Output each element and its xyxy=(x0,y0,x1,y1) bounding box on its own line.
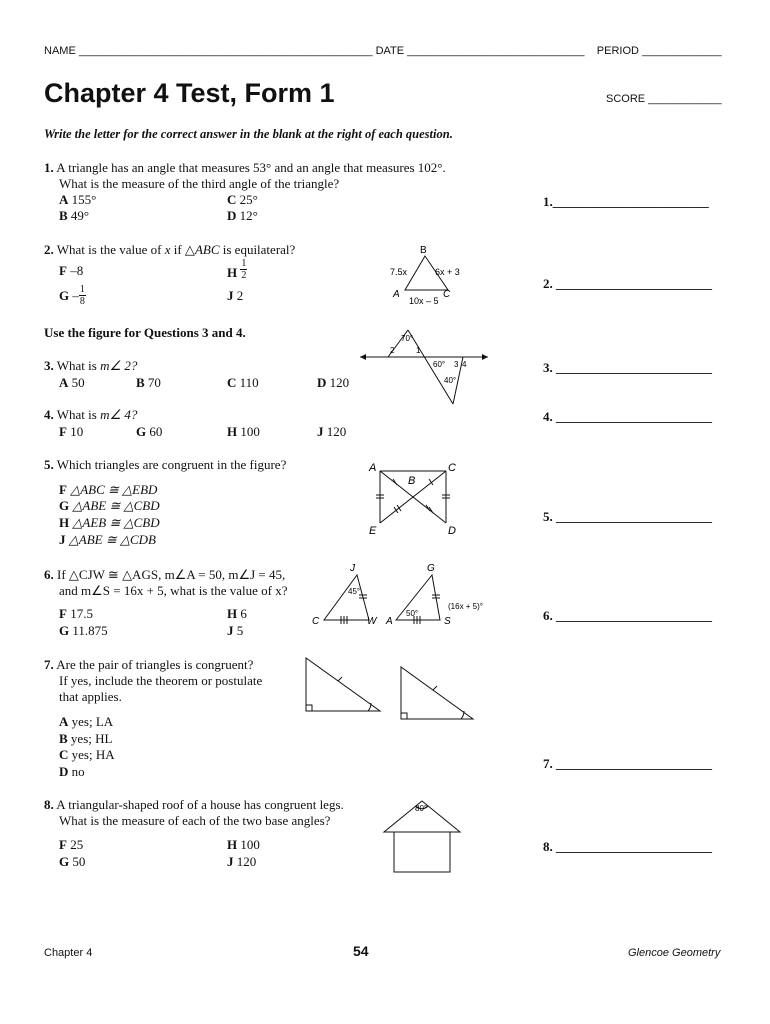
answer-blank-7[interactable]: 7. ________________________ xyxy=(543,756,712,771)
equilateral-triangle-figure xyxy=(385,242,475,310)
question-text: Are the pair of triangles is congruent? xyxy=(56,657,254,672)
option-text: 25° xyxy=(239,192,258,207)
date-field[interactable]: DATE _____________________________ xyxy=(375,45,585,57)
vertex-label-a: A xyxy=(393,289,400,300)
option-text: 6 xyxy=(240,606,247,621)
option-h[interactable] xyxy=(59,515,160,531)
option-text: 17.5 xyxy=(70,606,93,621)
option-f[interactable] xyxy=(59,837,83,853)
option-text: 10 xyxy=(70,424,84,439)
vertex-label-j: J xyxy=(350,563,355,574)
option-h[interactable] xyxy=(227,606,247,622)
option-text: 49° xyxy=(70,208,90,223)
answer-blank-2[interactable]: 2. ________________________ xyxy=(543,276,712,291)
option-text: –8 xyxy=(70,263,84,278)
fraction-numerator: 1 xyxy=(79,284,85,295)
option-text: 120 xyxy=(326,424,347,439)
question-3 xyxy=(44,358,137,374)
option-letter: H xyxy=(227,424,238,439)
question-number: 5. xyxy=(44,457,54,472)
question-text: A triangular-shaped roof of a house has congruent legs. xyxy=(56,797,344,812)
footer-publisher: Glencoe Geometry xyxy=(628,947,721,959)
angle-label-2: 2 xyxy=(390,346,395,355)
vertex-label-a: A xyxy=(369,462,377,474)
page-title: Chapter 4 Test, Form 1 xyxy=(44,78,335,108)
vertex-label-s: S xyxy=(444,616,451,627)
option-c[interactable] xyxy=(227,192,258,208)
option-h[interactable] xyxy=(227,424,260,440)
option-text: 50 xyxy=(71,375,85,390)
option-letter: G xyxy=(59,288,70,304)
vertex-label-b: B xyxy=(420,245,427,256)
option-a[interactable] xyxy=(59,375,85,391)
congruent-triangles-figure xyxy=(366,458,466,538)
angle-label-60: 60° xyxy=(433,360,446,369)
period-field[interactable]: PERIOD _____________ xyxy=(596,45,722,57)
option-letter: J xyxy=(59,532,66,547)
answer-blank-3[interactable]: 3. ________________________ xyxy=(543,360,712,375)
option-letter: G xyxy=(136,424,147,439)
angle-measure: m∠ 2? xyxy=(100,358,138,373)
option-letter: A xyxy=(59,192,69,207)
option-d[interactable] xyxy=(317,375,349,391)
option-letter: J xyxy=(227,854,234,869)
triangle-name: ABC xyxy=(194,242,220,257)
question-number: 8. xyxy=(44,797,54,812)
option-text: 110 xyxy=(239,375,259,390)
option-text: 120 xyxy=(236,854,257,869)
option-text: 100 xyxy=(240,837,260,852)
angle-figure-3-4 xyxy=(358,327,493,409)
option-letter: G xyxy=(59,854,70,869)
answer-blank-4[interactable]: 4. ________________________ xyxy=(543,409,712,424)
answer-blank-1[interactable]: 1.________________________ xyxy=(543,194,709,209)
option-text: 12° xyxy=(239,208,258,223)
question-number: 4. xyxy=(44,407,54,422)
angle-label-80: 80° xyxy=(415,804,428,813)
fraction-denominator: 2 xyxy=(241,270,247,281)
option-text: no xyxy=(71,764,85,779)
fraction-denominator: 8 xyxy=(79,296,85,307)
angle-label-3: 3 xyxy=(454,360,459,369)
option-letter: D xyxy=(59,764,69,779)
question-text: if △ xyxy=(173,242,195,257)
score-field[interactable]: SCORE ____________ xyxy=(606,93,722,105)
option-b[interactable] xyxy=(59,731,112,747)
page-number: 54 xyxy=(353,943,369,959)
option-letter: G xyxy=(59,623,70,638)
option-letter: A xyxy=(59,375,69,390)
question-6 xyxy=(44,567,288,599)
option-text: △ABC ≅ △EBD xyxy=(70,482,158,497)
option-text: yes; HL xyxy=(70,731,113,746)
option-letter: B xyxy=(59,208,68,223)
option-text: 100 xyxy=(240,424,260,439)
option-j[interactable] xyxy=(227,854,256,870)
angle-label-4: 4 xyxy=(462,360,467,369)
question-text: What is xyxy=(56,358,97,373)
header-row xyxy=(44,45,722,57)
vertex-label-e: E xyxy=(369,525,377,537)
option-text: △ABE ≅ △CBD xyxy=(72,498,160,513)
side-label-left: 7.5x xyxy=(390,267,408,277)
option-letter: F xyxy=(59,482,67,497)
question-number: 7. xyxy=(44,657,54,672)
side-label-base: 10x – 5 xyxy=(409,296,439,306)
question-text: If yes, include the theorem or postulate xyxy=(59,673,263,688)
fraction-numerator: 1 xyxy=(241,258,247,269)
vertex-label-c: C xyxy=(312,616,320,627)
option-f[interactable] xyxy=(59,263,83,279)
option-j[interactable] xyxy=(317,424,346,440)
option-text: 25 xyxy=(70,837,84,852)
angle-label-45: 45° xyxy=(348,587,361,596)
option-text: yes; LA xyxy=(71,714,114,729)
question-number: 6. xyxy=(44,567,54,582)
question-2 xyxy=(44,242,295,258)
option-letter: F xyxy=(59,263,67,278)
option-letter: J xyxy=(227,288,234,303)
question-number: 2. xyxy=(44,242,54,257)
option-letter: J xyxy=(227,623,234,638)
option-letter: H xyxy=(227,837,238,852)
figure-instruction: Use the figure for Questions 3 and 4. xyxy=(44,325,246,340)
option-letter: B xyxy=(136,375,145,390)
vertex-label-d: D xyxy=(448,525,456,537)
option-letter: H xyxy=(227,606,238,621)
option-text: 155° xyxy=(71,192,97,207)
question-text: What is xyxy=(56,407,97,422)
question-5 xyxy=(44,457,286,473)
option-g[interactable] xyxy=(59,498,160,514)
option-g[interactable] xyxy=(136,424,162,440)
option-letter: D xyxy=(227,208,237,223)
question-text: What is the value of xyxy=(56,242,162,257)
answer-blank-5[interactable]: 5. ________________________ xyxy=(543,509,712,524)
angle-label-50: 50° xyxy=(406,609,419,618)
option-j[interactable] xyxy=(227,623,243,639)
option-b[interactable] xyxy=(136,375,161,391)
question-text: that applies. xyxy=(59,689,122,704)
vertex-label-w: W xyxy=(367,616,377,627)
option-f[interactable] xyxy=(59,424,83,440)
question-1 xyxy=(44,160,446,192)
vertex-label-g: G xyxy=(427,563,435,574)
option-f[interactable] xyxy=(59,482,157,498)
angle-label-s: (16x + 5)° xyxy=(448,602,483,611)
option-text: 50 xyxy=(72,854,86,869)
question-text: is equilateral? xyxy=(222,242,296,257)
question-number: 3. xyxy=(44,358,54,373)
side-label-right: 6x + 3 xyxy=(435,267,460,277)
answer-blank-6[interactable]: 6. ________________________ xyxy=(543,608,712,623)
option-text: 70 xyxy=(147,375,161,390)
angle-label-1: 1 xyxy=(416,346,421,355)
angle-label-40: 40° xyxy=(444,376,457,385)
footer-chapter: Chapter 4 xyxy=(44,947,93,959)
option-text: 120 xyxy=(329,375,350,390)
vertex-label-c: C xyxy=(443,289,451,300)
option-c[interactable] xyxy=(59,747,115,763)
option-letter: C xyxy=(227,192,237,207)
instructions: Write the letter for the correct answer in the blank at the right of each question. xyxy=(44,127,453,141)
question-8 xyxy=(44,797,344,829)
option-g[interactable] xyxy=(59,623,108,639)
option-j[interactable] xyxy=(227,288,243,304)
option-letter: A xyxy=(59,714,69,729)
variable: x xyxy=(164,242,171,257)
option-letter: B xyxy=(59,731,68,746)
question-text: A triangle has an angle that measures 53° and an angle that measures 102°. xyxy=(56,160,446,175)
option-letter: H xyxy=(227,265,238,281)
option-c[interactable] xyxy=(227,375,259,391)
question-text: and m∠S = 16x + 5, what is the value of x? xyxy=(59,583,288,598)
question-4 xyxy=(44,407,137,423)
question-text: What is the measure of each of the two base angles? xyxy=(59,813,331,828)
option-a[interactable] xyxy=(59,714,113,730)
option-j[interactable] xyxy=(59,532,156,548)
option-h[interactable] xyxy=(227,258,247,281)
option-text: 60 xyxy=(149,424,163,439)
option-a[interactable] xyxy=(59,192,96,208)
question-number: 1. xyxy=(44,160,54,175)
option-b[interactable] xyxy=(59,208,89,224)
right-triangles-figure xyxy=(298,653,483,725)
option-g[interactable] xyxy=(59,854,85,870)
question-text: What is the measure of the third angle of the triangle? xyxy=(59,176,340,191)
option-letter: C xyxy=(227,375,237,390)
question-text: Which triangles are congruent in the figure? xyxy=(56,457,287,472)
option-h[interactable] xyxy=(227,837,260,853)
option-letter: F xyxy=(59,424,67,439)
option-letter: C xyxy=(59,747,69,762)
option-g[interactable] xyxy=(59,284,86,307)
triangles-cjw-ags-figure xyxy=(310,563,510,629)
vertex-label-a: A xyxy=(386,616,393,627)
angle-label-70: 70° xyxy=(401,334,414,343)
option-f[interactable] xyxy=(59,606,93,622)
option-text: △AEB ≅ △CBD xyxy=(72,515,160,530)
name-field[interactable]: NAME ________________________________________________ xyxy=(44,45,373,57)
negative-sign: – xyxy=(72,288,79,304)
option-letter: H xyxy=(59,515,70,530)
house-roof-figure xyxy=(382,797,464,877)
option-letter: G xyxy=(59,498,70,513)
option-letter: J xyxy=(317,424,324,439)
option-text: △ABE ≅ △CDB xyxy=(68,532,156,547)
option-text: yes; HA xyxy=(71,747,115,762)
option-letter: D xyxy=(317,375,327,390)
option-text: 5 xyxy=(236,623,244,638)
option-d[interactable] xyxy=(59,764,85,780)
answer-blank-8[interactable]: 8. ________________________ xyxy=(543,839,712,854)
question-7 xyxy=(44,657,262,705)
vertex-label-b: B xyxy=(408,475,416,487)
option-text: 2 xyxy=(236,288,244,303)
option-text: 11.875 xyxy=(72,623,108,638)
angle-measure: m∠ 4? xyxy=(100,407,138,422)
question-text: If △CJW ≅ △AGS, m∠A = 50, m∠J = 45, xyxy=(57,567,286,582)
option-d[interactable] xyxy=(227,208,258,224)
vertex-label-c: C xyxy=(448,462,456,474)
option-letter: F xyxy=(59,837,67,852)
option-letter: F xyxy=(59,606,67,621)
